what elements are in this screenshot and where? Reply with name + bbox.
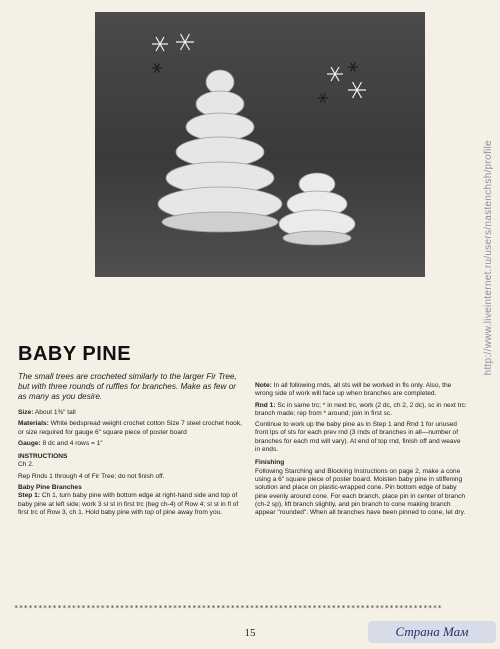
- site-logo: [368, 621, 496, 643]
- gauge-value: 8 dc and 4 rows = 1": [42, 439, 103, 447]
- note-text: In all following rnds, all sts will be worked in fls only. Also, the wrong side of work will face up when branches are completed.: [255, 382, 452, 398]
- crochet-trees-photo: [95, 12, 425, 277]
- trees-illustration: [95, 12, 425, 277]
- round-1: [255, 402, 467, 419]
- step-1: [18, 492, 243, 517]
- large-crochet-tree: [158, 70, 282, 232]
- page-number: 15: [244, 627, 256, 639]
- note-label: Note:: [255, 382, 272, 389]
- left-column: [18, 409, 243, 520]
- finishing-paragraph: Following Starching and Blocking Instructions on page 2, make a cone using a 6" square piece of poster board. Moisten baby pine in stiffening solution and place on plastic-wrapped cone. Pin bottom edge of baby pine evenly around cone. For each branch, place pin in center of branch (ch-2 sp), lift branch slightly, and pin branch to cone making branch appear "rounded". When all branches have been pinned to cone, let dry.: [255, 467, 466, 517]
- small-crochet-tree: [279, 173, 355, 245]
- chain-step: Ch 2.: [18, 461, 34, 469]
- site-logo-text: Страна Мам: [395, 624, 469, 639]
- star-divider: *****************************************************************************************: [14, 604, 443, 612]
- step-1-label: Step 1:: [18, 492, 40, 500]
- finishing-heading: Finishing: [255, 459, 285, 467]
- round-1-text: Sc in same trc; * in next trc, work (2 dc, ch 2, 2 dc), sc in next trc: branch made; rep from * around; join in first sc.: [255, 401, 467, 417]
- step-1-text: Ch 1, turn baby pine with bottom edge at right-hand side and top of baby pine at left side; work 3 sl st in first trc (beg ch-4) of Row 4; sl st in fl of first trc of Row 3, ch 1. Hold baby pine with top of pine away from you.: [18, 492, 239, 516]
- size-line: [18, 409, 243, 417]
- materials-label: Materials:: [18, 420, 49, 428]
- snowflake-icons: [152, 34, 366, 98]
- repeat-rounds-step: Rep Rnds 1 through 4 of Fir Tree; do not finish off.: [18, 472, 165, 480]
- intro-paragraph: The small trees are crocheted similarly to the larger Fir Tree, but with three rounds of ruffles for branches. Make as few or as many as you desire.: [18, 372, 237, 401]
- instructions-heading: INSTRUCTIONS: [18, 453, 68, 461]
- note-paragraph: [255, 382, 467, 399]
- gauge-line: [18, 440, 243, 448]
- profile-url-watermark: http://www.liveinternet.ru/users/nastenchsh/profile: [483, 140, 494, 376]
- size-value: About 1⅜" tall: [34, 409, 76, 416]
- pattern-title: BABY PINE: [18, 343, 132, 365]
- materials-line: [18, 420, 243, 437]
- branches-heading: Baby Pine Branches: [18, 484, 82, 492]
- dark-snowflake-icons: [152, 63, 358, 103]
- materials-value: White bedspread weight crochet cotton Size 7 steel crochet hook, or size required for gauge 6" square piece of poster board: [18, 420, 242, 436]
- round-1-label: Rnd 1:: [255, 401, 276, 409]
- right-column: [255, 382, 467, 520]
- continue-paragraph: Continue to work up the baby pine as in Step 1 and Rnd 1 for unused front lps of sts for each prev rnd (3 rnds of branches in all—number of branches for each rnd will vary). At end of top rnd, finish off and weave in ends.: [255, 421, 461, 454]
- size-label: Size:: [18, 409, 34, 416]
- gauge-label: Gauge:: [18, 439, 41, 447]
